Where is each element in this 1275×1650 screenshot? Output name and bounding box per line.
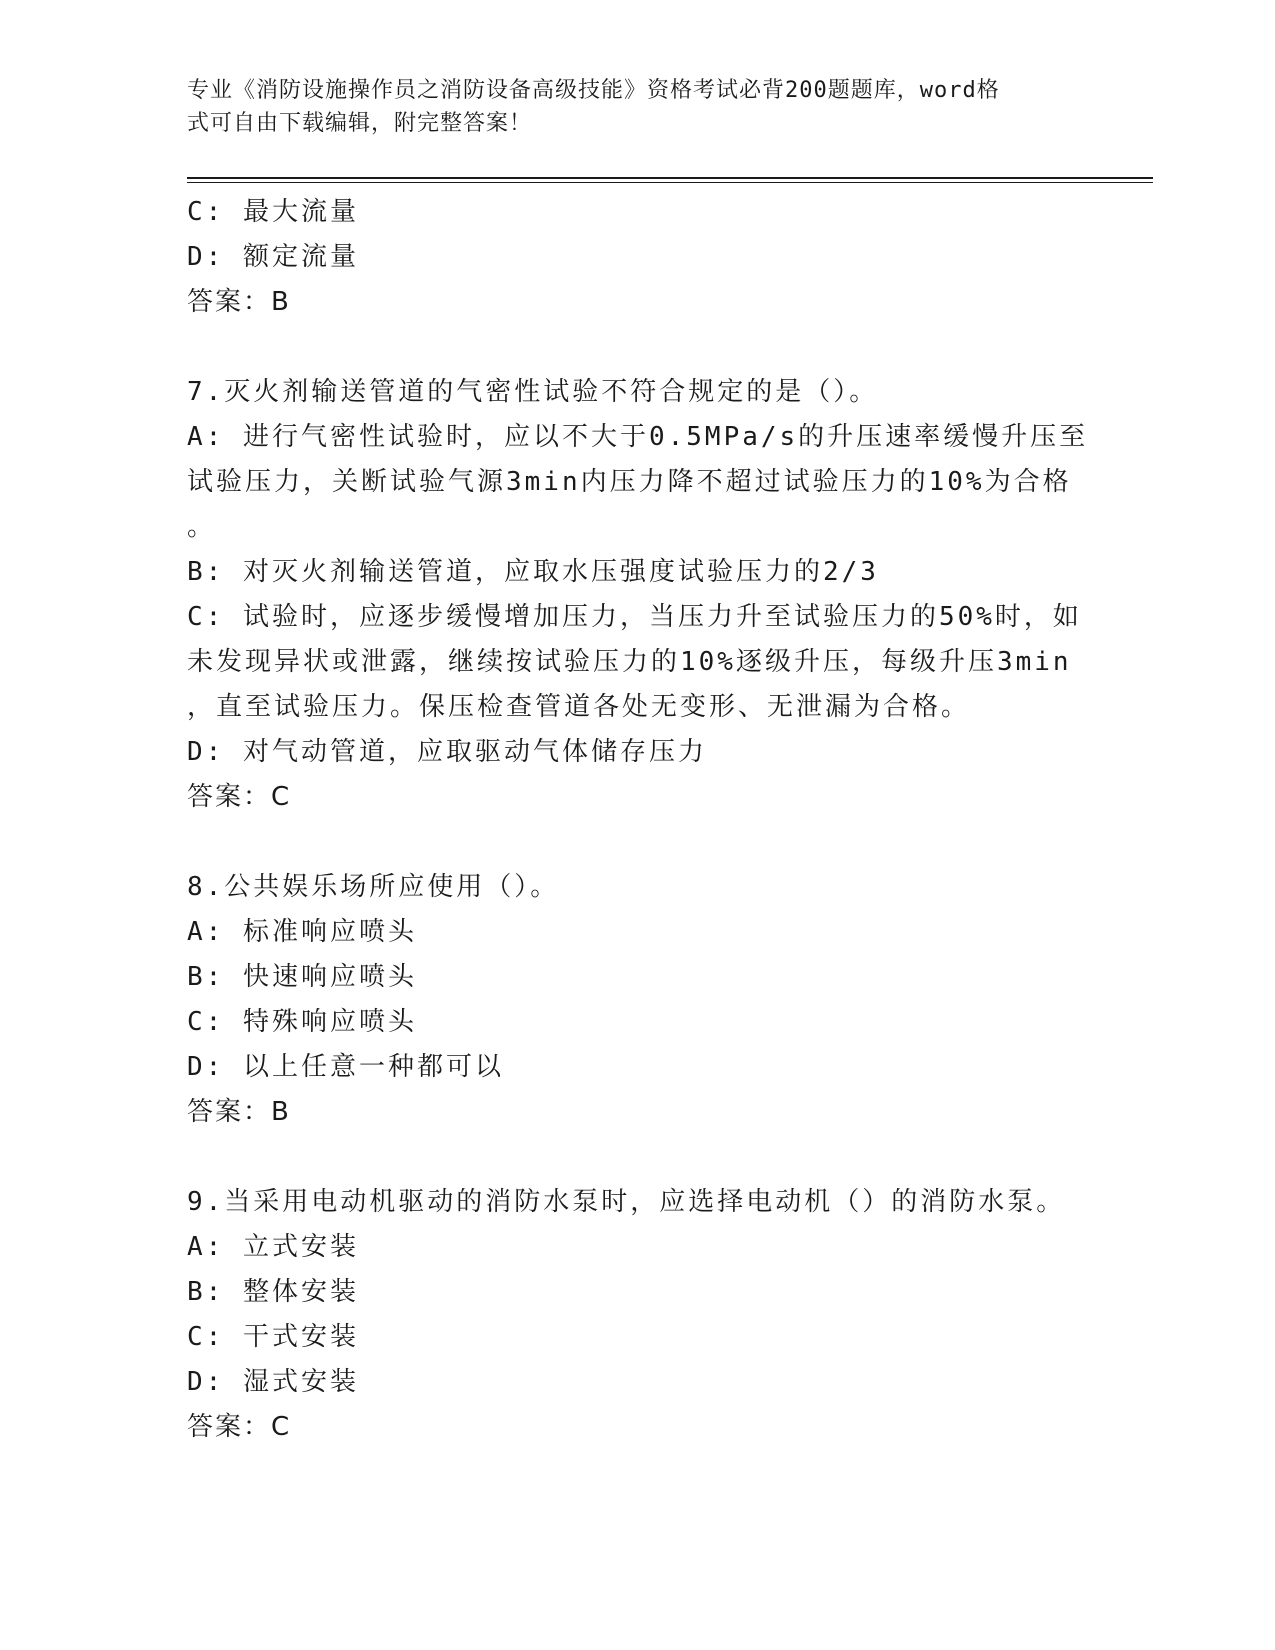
header-divider-thin xyxy=(187,182,1153,183)
question-8 xyxy=(187,865,1067,1135)
option-d: D: 对气动管道，应取驱动气体储存压力 xyxy=(187,737,707,767)
answer-line: 答案：B xyxy=(187,287,291,317)
question-text: 7.灭火剂输送管道的气密性试验不符合规定的是（）。 xyxy=(187,377,879,407)
option-a: A: 立式安装 xyxy=(187,1232,359,1262)
header-line-2: 式可自由下载编辑，附完整答案！ xyxy=(187,111,533,136)
option-c: C: 试验时，应逐步缓慢增加压力，当压力升至试验压力的50%时，如 xyxy=(187,602,1082,632)
option-c-continued: 未发现异状或泄露，继续按试验压力的10%逐级升压，每级升压3min xyxy=(187,647,1072,677)
option-c: C: 干式安装 xyxy=(187,1322,359,1352)
question-6-tail xyxy=(187,190,1067,325)
option-c: C: 特殊响应喷头 xyxy=(187,1007,417,1037)
question-text: 9.当采用电动机驱动的消防水泵时，应选择电动机（）的消防水泵。 xyxy=(187,1187,1066,1217)
header-line-1: 专业《消防设施操作员之消防设备高级技能》资格考试必背200题题库，word格 xyxy=(187,78,1000,103)
option-d: D: 以上任意一种都可以 xyxy=(187,1052,504,1082)
answer-line: 答案：C xyxy=(187,782,292,812)
option-b: B: 对灭火剂输送管道，应取水压强度试验压力的2/3 xyxy=(187,557,879,587)
question-text: 8.公共娱乐场所应使用（）。 xyxy=(187,872,560,902)
header-divider-thick xyxy=(187,177,1153,179)
option-a-continued: 试验压力，关断试验气源3min内压力降不超过试验压力的10%为合格 xyxy=(187,467,1072,497)
question-content xyxy=(187,190,1089,1450)
option-b: B: 快速响应喷头 xyxy=(187,962,417,992)
option-a: A: 标准响应喷头 xyxy=(187,917,417,947)
option-d: D: 额定流量 xyxy=(187,242,359,272)
question-7 xyxy=(187,370,1089,820)
option-c-continued: ，直至试验压力。保压检查管道各处无变形、无泄漏为合格。 xyxy=(187,692,971,722)
spacer xyxy=(187,325,1067,370)
answer-line: 答案：B xyxy=(187,1097,291,1127)
spacer xyxy=(187,820,1067,865)
option-c: C: 最大流量 xyxy=(187,197,359,227)
option-b: B: 整体安装 xyxy=(187,1277,359,1307)
question-9 xyxy=(187,1180,1067,1450)
document-header xyxy=(187,74,1067,140)
option-a: A: 进行气密性试验时，应以不大于0.5MPa/s的升压速率缓慢升压至 xyxy=(187,422,1089,452)
answer-line: 答案：C xyxy=(187,1412,292,1442)
option-d: D: 湿式安装 xyxy=(187,1367,359,1397)
option-a-continued: 。 xyxy=(187,512,217,542)
spacer xyxy=(187,1135,1067,1180)
